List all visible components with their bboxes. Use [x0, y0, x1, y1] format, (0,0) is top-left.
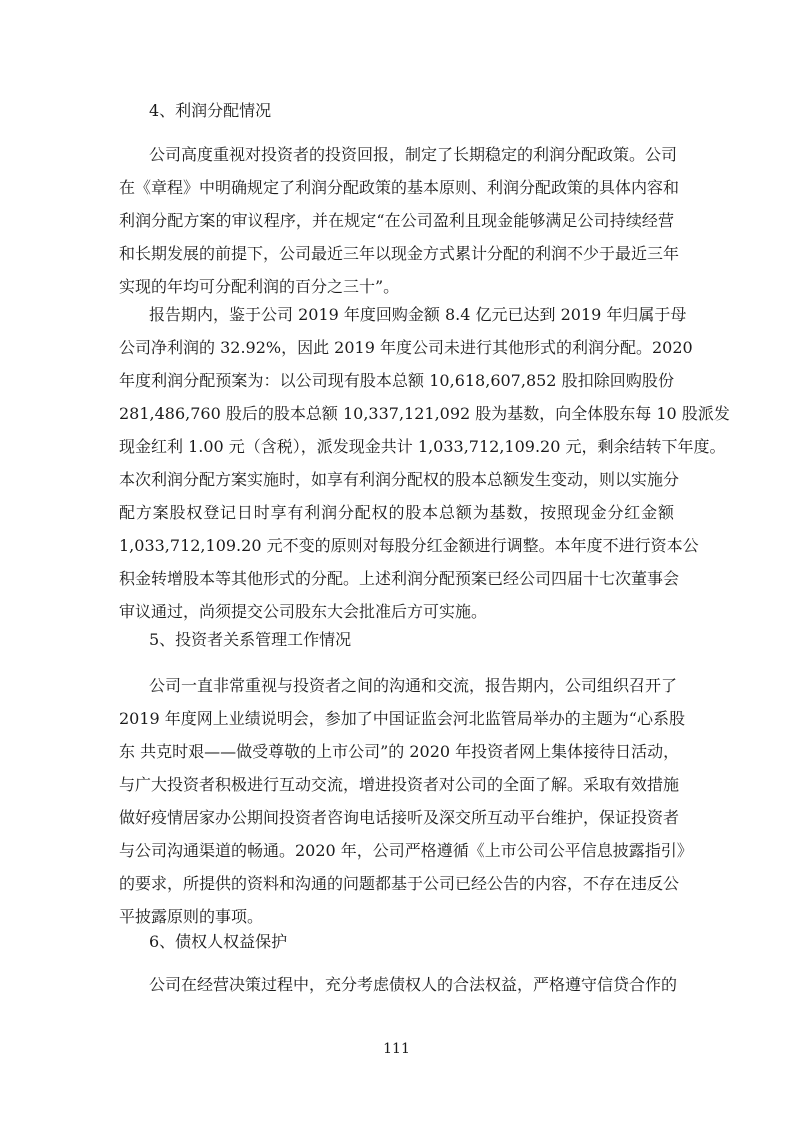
paragraph-creditor-protection	[119, 968, 678, 1001]
paragraph-investor-relations	[119, 669, 693, 933]
paragraph-profit-plan	[119, 298, 730, 628]
text-line: 公司高度重视对投资者的投资回报，制定了长期稳定的利润分配政策。公司	[149, 145, 678, 164]
section-heading-creditor-protection: 6、债权人权益保护	[149, 932, 288, 951]
text-line: 281,486,760 股后的股本总额 10,337,121,092 股为基数，向全体股东每 10 股派发	[119, 404, 730, 423]
text-line: 配方案股权登记日时享有利润分配权的股本总额为基数，按照现金分红金额	[119, 503, 674, 522]
text-line: 公司净利润的 32.92%，因此 2019 年度公司未进行其他形式的利润分配。2020	[119, 338, 693, 357]
text-line: 利润分配方案的审议程序，并在规定“在公司盈利且现金能够满足公司持续经营	[119, 211, 674, 230]
page-number: 111	[383, 1041, 410, 1057]
text-line: 审议通过，尚须提交公司股东大会批准后方可实施。	[119, 602, 488, 621]
text-line: 本次利润分配方案实施时，如享有利润分配权的股本总额发生变动，则以实施分	[119, 470, 680, 489]
text-line: 年度利润分配预案为：以公司现有股本总额 10,618,607,852 股扣除回购股份	[119, 371, 674, 390]
text-line: 在《章程》中明确规定了利润分配政策的基本原则、利润分配政策的具体内容和	[119, 178, 680, 197]
text-line: 2019 年度网上业绩说明会，参加了中国证监会河北监管局举办的主题为“心系股	[119, 709, 685, 728]
text-line: 的要求，所提供的资料和沟通的问题都基于公司已经公告的内容，不存在违反公	[119, 874, 680, 893]
text-line: 和长期发展的前提下，公司最近三年以现金方式累计分配的利润不少于最近三年	[119, 244, 680, 263]
text-line: 公司一直非常重视与投资者之间的沟通和交流，报告期内，公司组织召开了	[149, 676, 678, 695]
section-heading-investor-relations: 5、投资者关系管理工作情况	[149, 630, 352, 649]
text-line: 与公司沟通渠道的畅通。2020 年，公司严格遵循《上市公司公平信息披露指引》	[119, 841, 693, 860]
text-line: 东 共克时艰——做受尊敬的上市公司”的 2020 年投资者网上集体接待日活动，	[119, 742, 680, 761]
text-line: 公司在经营决策过程中，充分考虑债权人的合法权益，严格遵守信贷合作的	[149, 975, 678, 994]
text-line: 报告期内，鉴于公司 2019 年度回购金额 8.4 亿元已达到 2019 年归属于母	[149, 305, 687, 324]
text-line: 与广大投资者积极进行互动交流，增进投资者对公司的全面了解。采取有效措施	[119, 775, 680, 794]
text-line: 1,033,712,109.20 元不变的原则对每股分红金额进行调整。本年度不进行资本公	[119, 536, 699, 555]
text-line: 积金转增股本等其他形式的分配。上述利润分配预案已经公司四届十七次董事会	[119, 569, 680, 588]
text-line: 平披露原则的事项。	[119, 907, 264, 926]
text-line: 做好疫情居家办公期间投资者咨询电话接听及深交所互动平台维护，保证投资者	[119, 808, 680, 827]
paragraph-profit-policy	[119, 138, 680, 303]
section-heading-profit-distribution: 4、利润分配情况	[149, 101, 272, 120]
text-line: 现金红利 1.00 元（含税），派发现金共计 1,033,712,109.20 元，剩余结转下年度。	[119, 437, 726, 456]
text-line: 实现的年均可分配利润的百分之三十”。	[119, 277, 400, 296]
